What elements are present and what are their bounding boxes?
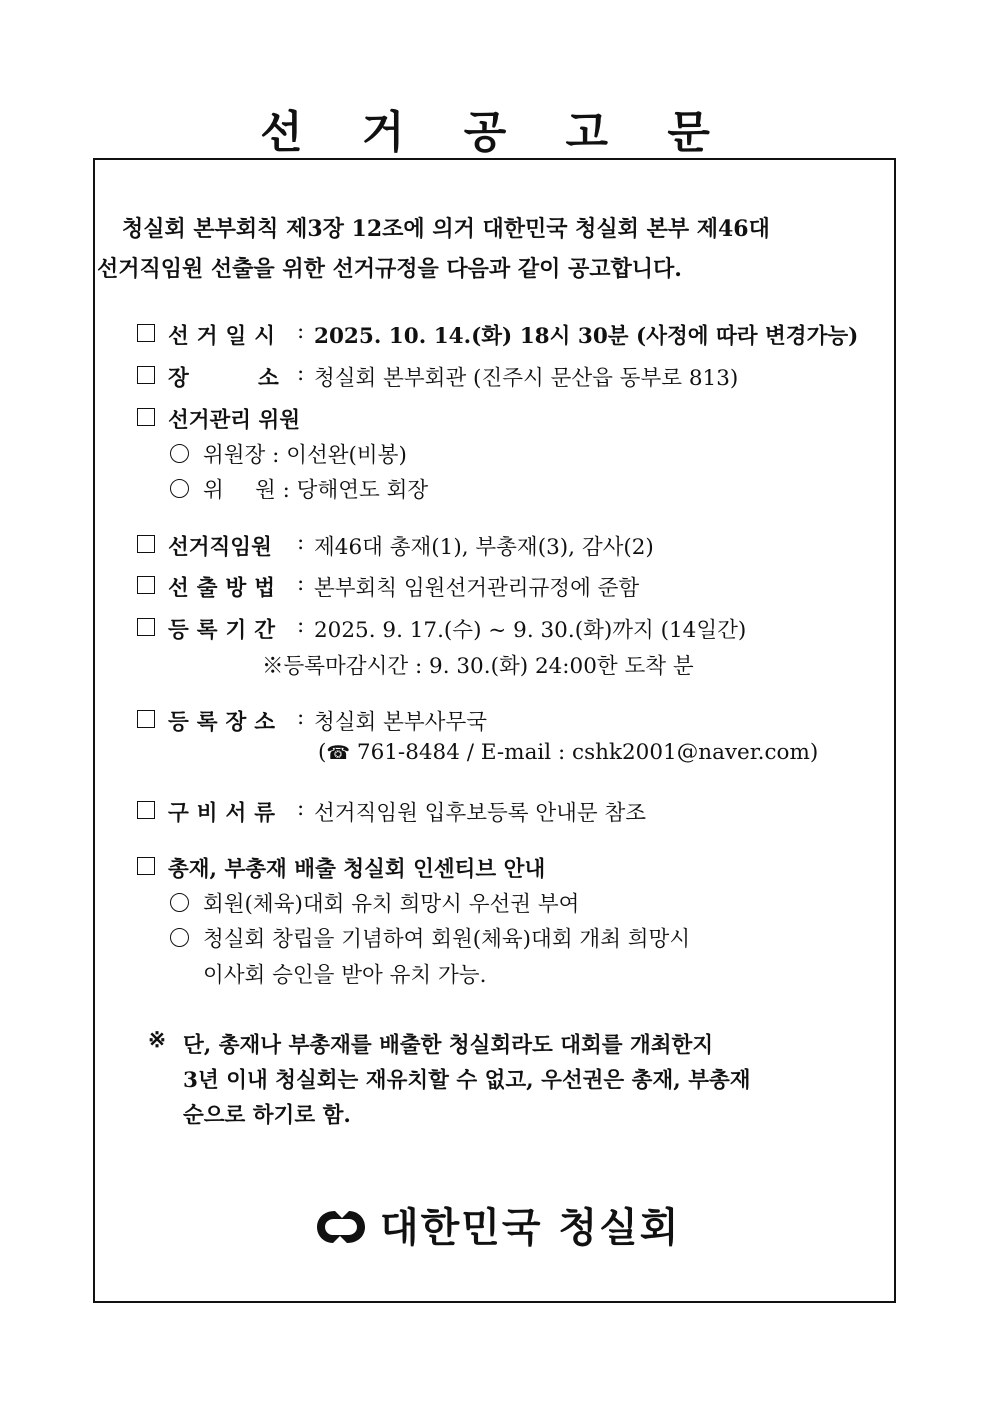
incentive-point-1: 회원(체육)대회 유치 희망시 우선권 부여 [203,892,580,917]
documents-label: 구비서류 [168,801,284,826]
reg-contact [318,740,818,765]
period-separator: : [297,613,305,638]
intro-line-1: 청실회 본부회칙 제3장 12조에 의거 대한민국 청실회 본부 제46대 [122,216,770,242]
positions-separator: : [297,530,305,555]
notice-line-3: 순으로 하기로 함. [183,1103,351,1128]
contact-open-paren: ( [318,740,327,765]
place-value: 청실회 본부회관 (진주시 문산읍 동부로 813) [314,366,739,391]
method-value: 본부회칙 임원선거관리규정에 준함 [314,576,640,601]
documents-separator: : [297,796,305,821]
period-label: 등록기간 [168,618,284,643]
notice-mark: ※ [148,1028,167,1053]
circle-bullet-icon [170,479,189,498]
page-title: 선 거 공 고 문 [260,107,732,158]
checkbox-icon [137,618,155,636]
incentive-point-2-line-1: 청실회 창립을 기념하여 회원(체육)대회 개최 희망시 [203,927,691,952]
method-label: 선출방법 [168,576,284,601]
date-label: 선거일시 [168,324,284,349]
checkbox-icon [137,710,155,728]
place-label-first: 장 [168,366,189,391]
period-value: 2025. 9. 17.(수) ~ 9. 30.(화)까지 (14일간) [314,618,747,643]
notice-line-1: 단, 총재나 부총재를 배출한 청실회라도 대회를 개최한지 [183,1033,714,1058]
checkbox-icon [137,857,155,875]
documents-value: 선거직임원 입후보등록 안내문 참조 [314,801,647,826]
notice-line-2: 3년 이내 청실회는 재유치할 수 없고, 우선권은 총재, 부총재 [183,1068,751,1093]
date-value: 2025. 10. 14.(화) 18시 30분 (사정에 따라 변경가능) [314,324,859,349]
reg-place-separator: : [297,705,305,730]
circle-bullet-icon [170,928,189,947]
positions-label: 선거직임원 [168,535,272,560]
committee-label: 선거관리 위원 [168,408,301,433]
incentive-label: 총재, 부총재 배출 청실회 인센티브 안내 [168,857,546,882]
organization-name: 대한민국 청실회 [380,1205,681,1251]
positions-value: 제46대 총재(1), 부총재(3), 감사(2) [314,535,654,560]
cheongsil-logo-icon [313,1205,369,1249]
intro-line-2: 선거직임원 선출을 위한 선거규정을 다음과 같이 공고합니다. [97,256,682,282]
reg-place-value: 청실회 본부사무국 [314,710,487,735]
checkbox-icon [137,576,155,594]
committee-member-first: 위 [203,478,224,503]
reg-place-label: 등록장소 [168,710,284,735]
method-separator: : [297,571,305,596]
circle-bullet-icon [170,444,189,463]
checkbox-icon [137,366,155,384]
place-separator: : [297,361,305,386]
incentive-point-2-line-2: 이사회 승인을 받아 유치 가능. [203,963,487,988]
checkbox-icon [137,408,155,426]
checkbox-icon [137,324,155,342]
period-deadline-note: ※등록마감시간 : 9. 30.(화) 24:00한 도착 분 [262,654,694,679]
phone-icon: ☎ [326,742,351,764]
checkbox-icon [137,535,155,553]
checkbox-icon [137,801,155,819]
committee-chair: 위원장 : 이선완(비봉) [203,443,407,468]
date-separator: : [297,319,305,344]
place-label-second: 소 [258,366,279,391]
contact-details: 761-8484 / E-mail : cshk2001@naver.com) [350,740,819,765]
committee-member: 원 : 당해연도 회장 [255,478,429,503]
circle-bullet-icon [170,893,189,912]
